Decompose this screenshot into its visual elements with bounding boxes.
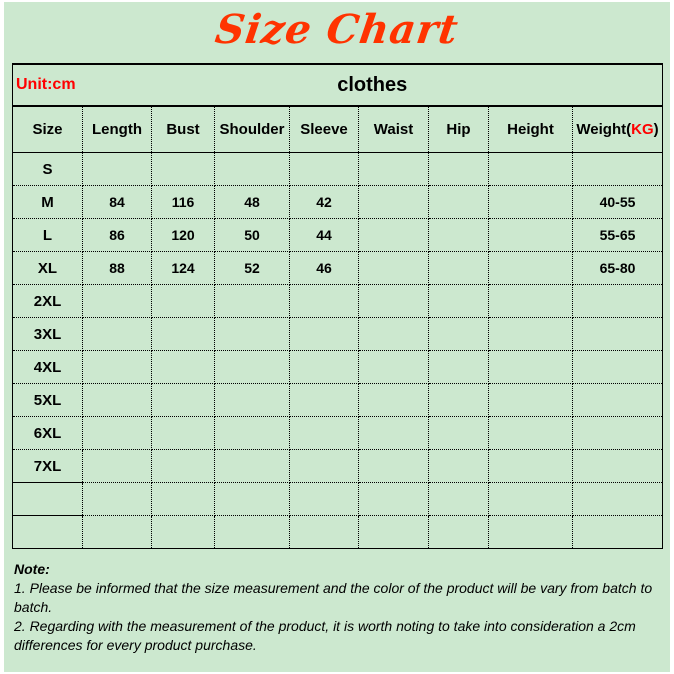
page-title: Size Chart	[212, 6, 462, 53]
table-cell	[429, 450, 489, 483]
table-cell	[215, 318, 290, 351]
category-title: clothes	[83, 64, 663, 106]
column-header-height: Height	[489, 106, 573, 153]
weight-unit: KG	[631, 121, 654, 138]
table-cell	[429, 417, 489, 450]
table-cell	[83, 318, 152, 351]
table-cell	[290, 153, 359, 186]
table-cell	[573, 483, 663, 516]
table-cell	[152, 285, 215, 318]
table-cell: 86	[83, 219, 152, 252]
table-cell: 52	[215, 252, 290, 285]
table-cell	[152, 417, 215, 450]
table-row	[13, 318, 663, 351]
table-cell: 42	[290, 186, 359, 219]
table-cell	[359, 219, 429, 252]
table-cell	[429, 252, 489, 285]
table-cell	[83, 285, 152, 318]
table-cell: 65-80	[573, 252, 663, 285]
column-header-weight	[573, 106, 663, 153]
table-cell: 116	[152, 186, 215, 219]
table-cell	[429, 318, 489, 351]
table-cell	[215, 285, 290, 318]
table-cell	[290, 483, 359, 516]
table-cell	[489, 318, 573, 351]
table-cell	[429, 483, 489, 516]
table-cell	[489, 351, 573, 384]
table-row	[13, 219, 663, 252]
table-cell	[152, 318, 215, 351]
table-cell	[489, 252, 573, 285]
table-cell	[429, 351, 489, 384]
table-cell	[215, 483, 290, 516]
table-body	[13, 153, 663, 549]
table-cell: 46	[290, 252, 359, 285]
table-cell	[489, 153, 573, 186]
column-header-sleeve: Sleeve	[290, 106, 359, 153]
table-cell	[489, 516, 573, 549]
table-cell	[489, 384, 573, 417]
table-cell	[290, 285, 359, 318]
column-header-size: Size	[13, 106, 83, 153]
table-cell	[290, 417, 359, 450]
table-row	[13, 483, 663, 516]
table-cell	[215, 384, 290, 417]
table-cell: 55-65	[573, 219, 663, 252]
table-cell	[429, 384, 489, 417]
table-cell: 88	[83, 252, 152, 285]
column-header-waist: Waist	[359, 106, 429, 153]
size-cell	[13, 516, 83, 549]
unit-label: Unit:cm	[13, 64, 83, 106]
size-cell: XL	[13, 252, 83, 285]
table-row	[13, 186, 663, 219]
table-cell	[573, 417, 663, 450]
size-cell: 5XL	[13, 384, 83, 417]
table-cell	[573, 285, 663, 318]
table-cell	[359, 351, 429, 384]
table-row	[13, 384, 663, 417]
table-cell	[290, 351, 359, 384]
table-cell	[290, 516, 359, 549]
size-chart-table	[12, 63, 663, 549]
table-cell: 40-55	[573, 186, 663, 219]
table-cell	[152, 384, 215, 417]
table-cell	[152, 153, 215, 186]
table-cell	[83, 153, 152, 186]
table-cell	[359, 450, 429, 483]
table-cell	[215, 516, 290, 549]
table-cell	[429, 219, 489, 252]
column-header-bust: Bust	[152, 106, 215, 153]
table-cell	[359, 417, 429, 450]
table-cell	[573, 351, 663, 384]
table-cell	[290, 450, 359, 483]
table-cell	[83, 483, 152, 516]
size-cell: L	[13, 219, 83, 252]
table-cell	[489, 483, 573, 516]
table-cell	[359, 252, 429, 285]
table-cell	[489, 186, 573, 219]
table-cell	[83, 450, 152, 483]
table-cell	[152, 450, 215, 483]
table-cell	[215, 450, 290, 483]
table-cell	[573, 384, 663, 417]
table-cell	[359, 285, 429, 318]
table-row	[13, 516, 663, 549]
note-heading: Note:	[14, 561, 50, 577]
table-row	[13, 351, 663, 384]
size-cell: 2XL	[13, 285, 83, 318]
table-cell	[573, 153, 663, 186]
table-cell	[83, 351, 152, 384]
table-row	[13, 450, 663, 483]
table-row	[13, 153, 663, 186]
column-header-hip: Hip	[429, 106, 489, 153]
table-cell	[215, 351, 290, 384]
table-cell: 50	[215, 219, 290, 252]
size-cell: M	[13, 186, 83, 219]
table-row	[13, 417, 663, 450]
table-row	[13, 285, 663, 318]
table-cell	[573, 516, 663, 549]
table-cell	[489, 450, 573, 483]
table-cell	[83, 417, 152, 450]
size-cell: S	[13, 153, 83, 186]
table-cell	[489, 219, 573, 252]
table-cell	[359, 153, 429, 186]
size-cell: 4XL	[13, 351, 83, 384]
table-cell	[429, 186, 489, 219]
table-cell	[215, 153, 290, 186]
notes-section	[14, 560, 662, 655]
table-cell	[359, 384, 429, 417]
table-cell	[215, 417, 290, 450]
weight-close: )	[653, 121, 659, 138]
table-cell: 84	[83, 186, 152, 219]
table-cell: 120	[152, 219, 215, 252]
table-cell	[359, 483, 429, 516]
column-header-length: Length	[83, 106, 152, 153]
table-cell	[359, 318, 429, 351]
table-cell	[290, 318, 359, 351]
table-cell	[429, 153, 489, 186]
table-cell	[290, 384, 359, 417]
table-cell	[152, 351, 215, 384]
table-cell: 44	[290, 219, 359, 252]
weight-label: Weight(	[576, 121, 632, 138]
table-cell	[429, 285, 489, 318]
table-cell	[573, 450, 663, 483]
column-header-shoulder: Shoulder	[215, 106, 290, 153]
size-cell: 3XL	[13, 318, 83, 351]
note-line-1: 1. Please be informed that the size measurement and the color of the product will be vary from batch to batch.	[14, 580, 653, 615]
size-cell	[13, 483, 83, 516]
table-cell	[152, 516, 215, 549]
table-cell	[573, 318, 663, 351]
table-cell	[489, 285, 573, 318]
table-cell	[83, 516, 152, 549]
table-cell	[83, 384, 152, 417]
table-row	[13, 252, 663, 285]
table-cell	[429, 516, 489, 549]
table-cell	[359, 186, 429, 219]
table-cell: 124	[152, 252, 215, 285]
size-cell: 7XL	[13, 450, 83, 483]
table-cell: 48	[215, 186, 290, 219]
note-line-2: 2. Regarding with the measurement of the product, it is worth noting to take into consideration a 2cm differences for every product purchase.	[14, 618, 636, 653]
table-cell	[359, 516, 429, 549]
table-cell	[489, 417, 573, 450]
table-cell	[152, 483, 215, 516]
size-cell: 6XL	[13, 417, 83, 450]
